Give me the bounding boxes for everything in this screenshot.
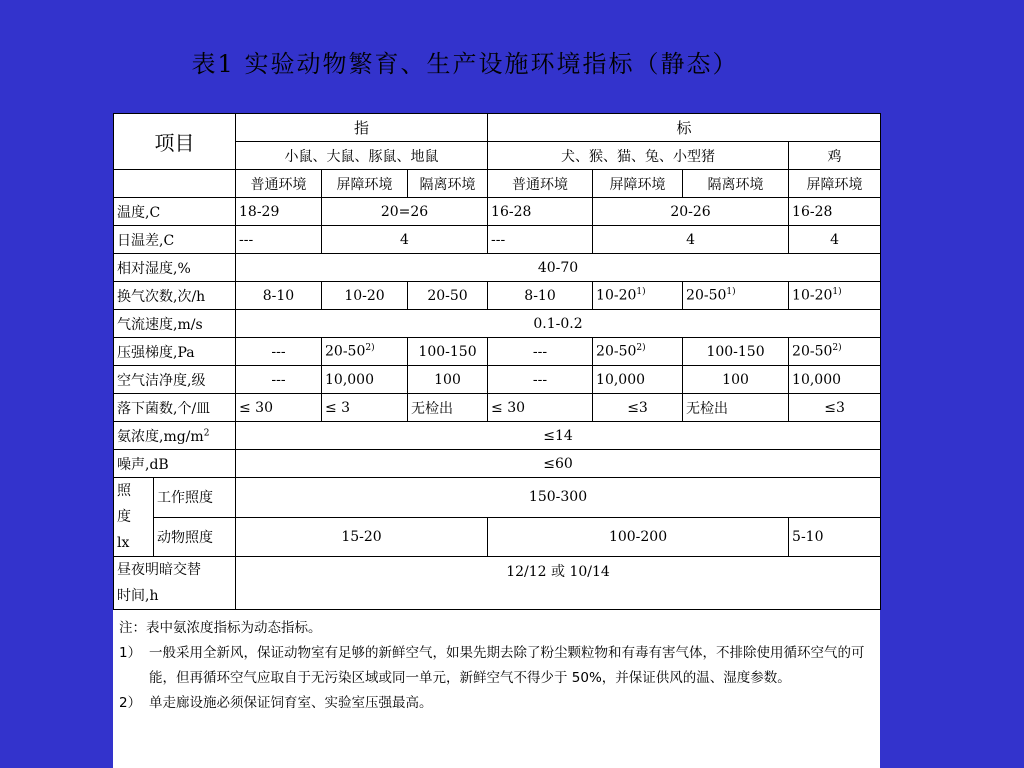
note-text: 一般采用全新风，保证动物室有足够的新鲜空气，如果先期去除了粉尘颗粒物和有毒有害气体，不排除使用循环空气的可能，但再循环空气应取自于无污染区域或同一单元，新鲜空气不得少于 50%，并保证供风的温、湿度参数。 bbox=[149, 645, 865, 686]
row-temperature bbox=[114, 198, 881, 226]
cell: 4 bbox=[789, 226, 881, 254]
env-header: 隔离环境 bbox=[408, 170, 488, 198]
cell: 20=26 bbox=[322, 198, 488, 226]
index-header-left: 指 bbox=[236, 114, 488, 142]
cell: ≤14 bbox=[236, 422, 881, 450]
row-label: 气流速度,m/s bbox=[114, 310, 236, 338]
page-title: 表1 实验动物繁育、生产设施环境指标（静态） bbox=[191, 50, 739, 78]
cell: 16-28 bbox=[789, 198, 881, 226]
cell: --- bbox=[236, 338, 322, 366]
group-chicken: 鸡 bbox=[789, 142, 881, 170]
cell: ≤60 bbox=[236, 450, 881, 478]
cell: --- bbox=[488, 338, 593, 366]
cell: 20-26 bbox=[593, 198, 789, 226]
cell: 10,000 bbox=[789, 366, 881, 394]
row-label: 空气洁净度,级 bbox=[114, 366, 236, 394]
cell: ≤3 bbox=[789, 394, 881, 422]
cell: ≤ 3 bbox=[322, 394, 408, 422]
env-header: 普通环境 bbox=[488, 170, 593, 198]
row-label: 换气次数,次/h bbox=[114, 282, 236, 310]
row-light-animal bbox=[114, 517, 881, 557]
cell: 40-70 bbox=[236, 254, 881, 282]
cell bbox=[593, 282, 683, 310]
cell-value: 10-20 bbox=[596, 287, 637, 304]
row-label: 动物照度 bbox=[154, 517, 236, 557]
row-label: 工作照度 bbox=[154, 478, 236, 518]
env-header: 普通环境 bbox=[236, 170, 322, 198]
cell bbox=[593, 338, 683, 366]
row-light-work bbox=[114, 478, 881, 518]
cell: 16-28 bbox=[488, 198, 593, 226]
group-rodents: 小鼠、大鼠、豚鼠、地鼠 bbox=[236, 142, 488, 170]
row-humidity bbox=[114, 254, 881, 282]
cell bbox=[683, 282, 789, 310]
row-label: 落下菌数,个/皿 bbox=[114, 394, 236, 422]
cell: 100-150 bbox=[683, 338, 789, 366]
cell bbox=[789, 282, 881, 310]
light-label bbox=[114, 478, 154, 557]
env-header: 屏障环境 bbox=[322, 170, 408, 198]
cell: 100-200 bbox=[488, 517, 789, 557]
cell: 100 bbox=[683, 366, 789, 394]
header-row-1 bbox=[114, 114, 881, 142]
row-label-line: 昼夜明暗交替 bbox=[117, 562, 201, 578]
environment-table bbox=[113, 113, 881, 610]
row-label: 压强梯度,Pa bbox=[114, 338, 236, 366]
cell: 5-10 bbox=[789, 517, 881, 557]
row-label-line: 时间,h bbox=[117, 588, 159, 604]
cell: 8-10 bbox=[488, 282, 593, 310]
cell bbox=[789, 338, 881, 366]
spec-sheet bbox=[113, 113, 880, 768]
cell-value: 10-20 bbox=[792, 287, 833, 304]
footnote-mark: 2) bbox=[832, 343, 842, 354]
cell: 100 bbox=[408, 366, 488, 394]
row-bacteria bbox=[114, 394, 881, 422]
cell-value: 20-50 bbox=[596, 343, 637, 360]
cell: 无检出 bbox=[408, 394, 488, 422]
row-daynight bbox=[114, 557, 881, 610]
row-label: 相对湿度,% bbox=[114, 254, 236, 282]
cell: 20-50 bbox=[408, 282, 488, 310]
note-item bbox=[119, 691, 876, 716]
cell: ≤ 30 bbox=[236, 394, 322, 422]
header-row-3 bbox=[114, 170, 881, 198]
cell: --- bbox=[236, 366, 322, 394]
row-air-changes bbox=[114, 282, 881, 310]
note-text: 单走廊设施必须保证饲育室、实验室压强最高。 bbox=[149, 695, 433, 711]
row-label: 日温差,C bbox=[114, 226, 236, 254]
cell-value: 20-50 bbox=[325, 343, 366, 360]
light-label-char: 照 bbox=[117, 483, 131, 499]
note-number: 1） bbox=[119, 645, 142, 661]
row-airflow bbox=[114, 310, 881, 338]
env-header: 屏障环境 bbox=[789, 170, 881, 198]
footnote-mark: 1) bbox=[636, 287, 646, 298]
env-header: 屏障环境 bbox=[593, 170, 683, 198]
row-label: 噪声,dB bbox=[114, 450, 236, 478]
cell: 无检出 bbox=[683, 394, 789, 422]
row-label bbox=[114, 422, 236, 450]
row-pressure bbox=[114, 338, 881, 366]
cell-value: 20-50 bbox=[792, 343, 833, 360]
cell: --- bbox=[236, 226, 322, 254]
cell: ≤ 30 bbox=[488, 394, 593, 422]
cell bbox=[322, 338, 408, 366]
cell: 10-20 bbox=[322, 282, 408, 310]
row-label bbox=[114, 557, 236, 610]
cell: 8-10 bbox=[236, 282, 322, 310]
light-label-char: 度 bbox=[117, 509, 131, 525]
row-label-text: 氨浓度,mg/m bbox=[117, 428, 204, 445]
note-number: 2） bbox=[119, 695, 142, 711]
footnote-mark: 1) bbox=[726, 287, 736, 298]
row-noise bbox=[114, 450, 881, 478]
item-header: 项目 bbox=[114, 114, 236, 170]
row-label: 温度,C bbox=[114, 198, 236, 226]
unit-superscript: 2 bbox=[203, 427, 210, 438]
cell: ≤3 bbox=[593, 394, 683, 422]
row-cleanliness bbox=[114, 366, 881, 394]
cell: --- bbox=[488, 226, 593, 254]
cell: 4 bbox=[593, 226, 789, 254]
light-label-char: lx bbox=[117, 535, 130, 551]
cell: --- bbox=[488, 366, 593, 394]
row-daily-temp-diff bbox=[114, 226, 881, 254]
cell: 0.1-0.2 bbox=[236, 310, 881, 338]
footnote-mark: 2) bbox=[365, 343, 375, 354]
note-item bbox=[119, 641, 876, 691]
cell: 150-300 bbox=[236, 478, 881, 518]
index-header-right: 标 bbox=[488, 114, 881, 142]
cell: 10,000 bbox=[322, 366, 408, 394]
cell: 4 bbox=[322, 226, 488, 254]
footnote-mark: 2) bbox=[636, 343, 646, 354]
env-header: 隔离环境 bbox=[683, 170, 789, 198]
cell: 100-150 bbox=[408, 338, 488, 366]
cell: 10,000 bbox=[593, 366, 683, 394]
row-ammonia bbox=[114, 422, 881, 450]
footnote-mark: 1) bbox=[832, 287, 842, 298]
notes bbox=[113, 610, 880, 716]
cell-value: 20-50 bbox=[686, 287, 727, 304]
cell: 18-29 bbox=[236, 198, 322, 226]
group-large-animals: 犬、猴、猫、兔、小型猪 bbox=[488, 142, 789, 170]
cell: 12/12 或 10/14 bbox=[236, 557, 881, 610]
notes-intro: 注：表中氨浓度指标为动态指标。 bbox=[119, 620, 322, 636]
cell: 15-20 bbox=[236, 517, 488, 557]
